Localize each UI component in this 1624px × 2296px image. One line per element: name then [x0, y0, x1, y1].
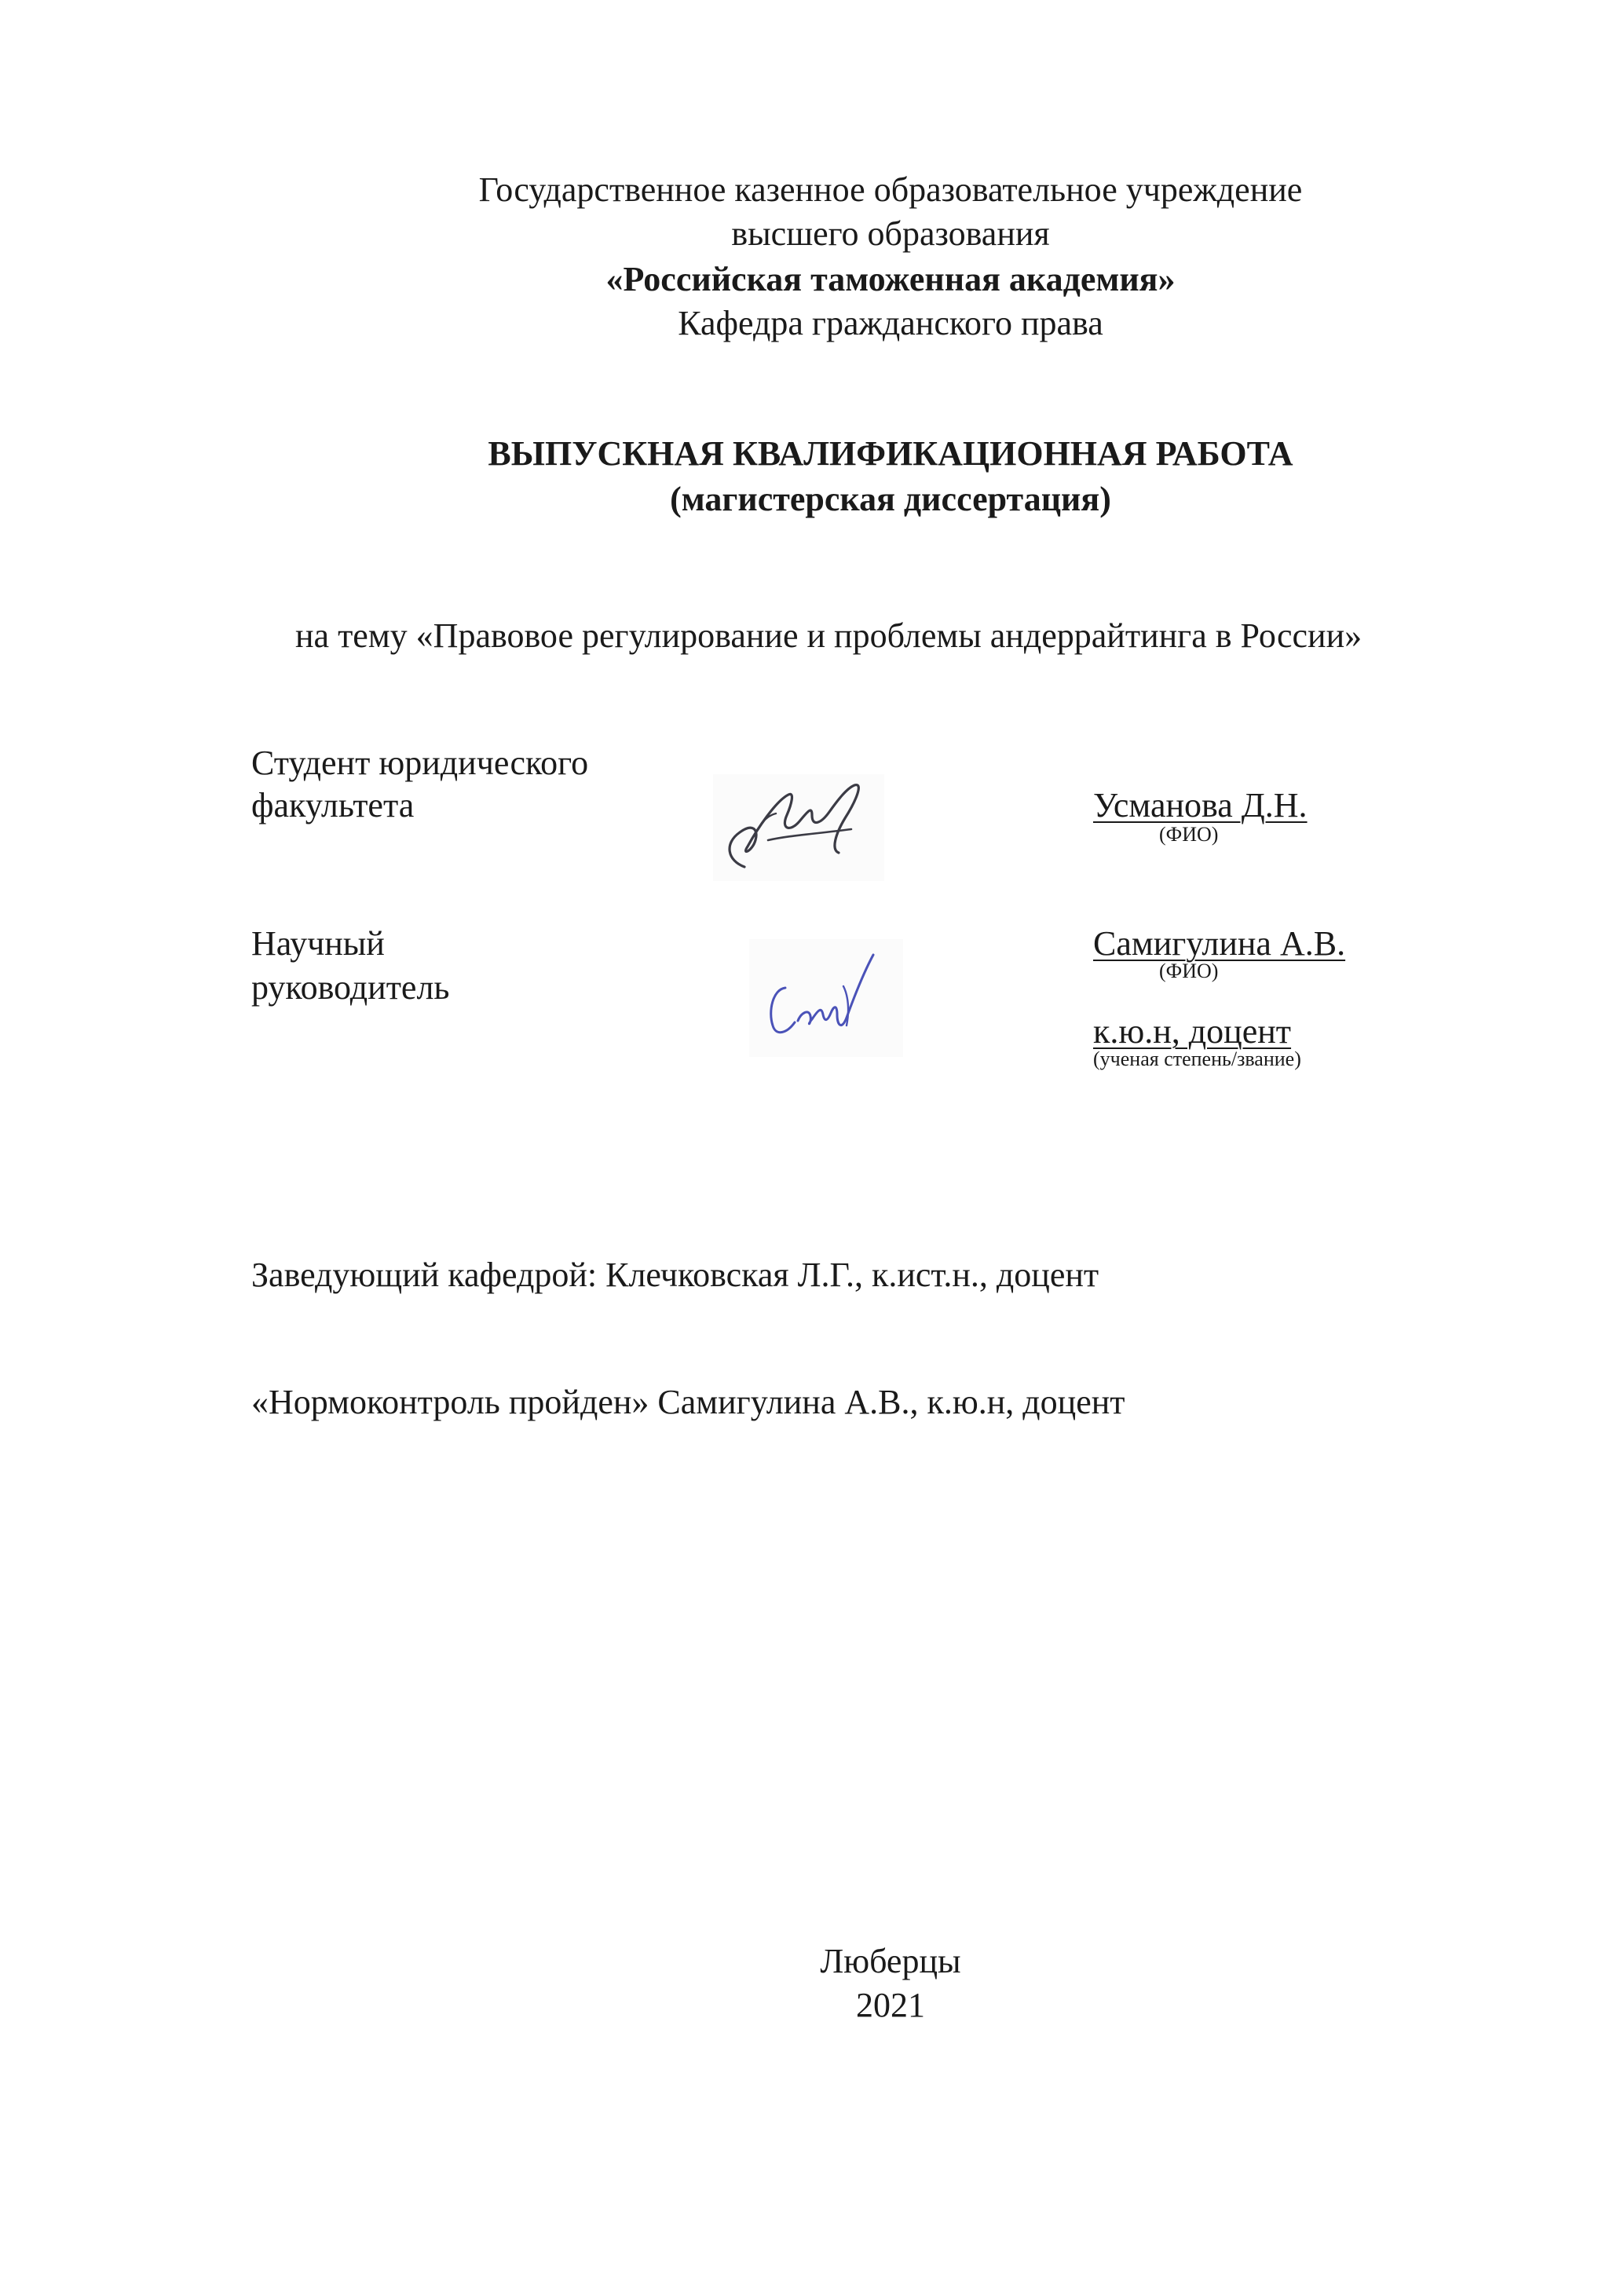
supervisor-name-caption: (ФИО) — [1159, 960, 1219, 982]
supervisor-degree-caption: (ученая степень/звание) — [1093, 1047, 1301, 1070]
supervisor-degree: к.ю.н, доцент — [1093, 1012, 1292, 1051]
supervisor-signature-drawing — [749, 939, 903, 1057]
work-topic: на тему «Правовое регулирование и проблемы андеррайтинга в России» — [295, 616, 1362, 655]
student-role-line-2: факультета — [251, 786, 415, 824]
institution-line-1: Государственное казенное образовательное учреждение — [478, 170, 1303, 209]
student-name: Усманова Д.Н. — [1093, 786, 1308, 824]
work-title: ВЫПУСКНАЯ КВАЛИФИКАЦИОННАЯ РАБОТА — [488, 434, 1293, 473]
supervisor-role-line-2: руководитель — [251, 968, 450, 1007]
work-subtitle: (магистерская диссертация) — [670, 480, 1111, 518]
institution-line-2: высшего образования — [731, 214, 1050, 253]
supervisor-role-line-1: Научный — [251, 924, 385, 963]
footer-city: Люберцы — [820, 1942, 961, 1980]
student-signature-drawing — [713, 774, 884, 881]
supervisor-signature — [749, 939, 903, 1057]
department-name: Кафедра гражданского права — [678, 304, 1103, 342]
norm-control: «Нормоконтроль пройден» Самигулина А.В., к.ю.н, доцент — [251, 1383, 1125, 1421]
footer-year: 2021 — [856, 1986, 925, 2024]
supervisor-name: Самигулина А.В. — [1093, 924, 1346, 963]
student-name-caption: (ФИО) — [1159, 823, 1219, 846]
academy-name: «Российская таможенная академия» — [605, 260, 1176, 298]
student-role-line-1: Студент юридического — [251, 744, 589, 782]
student-signature — [713, 774, 884, 881]
head-of-department: Заведующий кафедрой: Клечковская Л.Г., к.ист.н., доцент — [251, 1256, 1099, 1294]
